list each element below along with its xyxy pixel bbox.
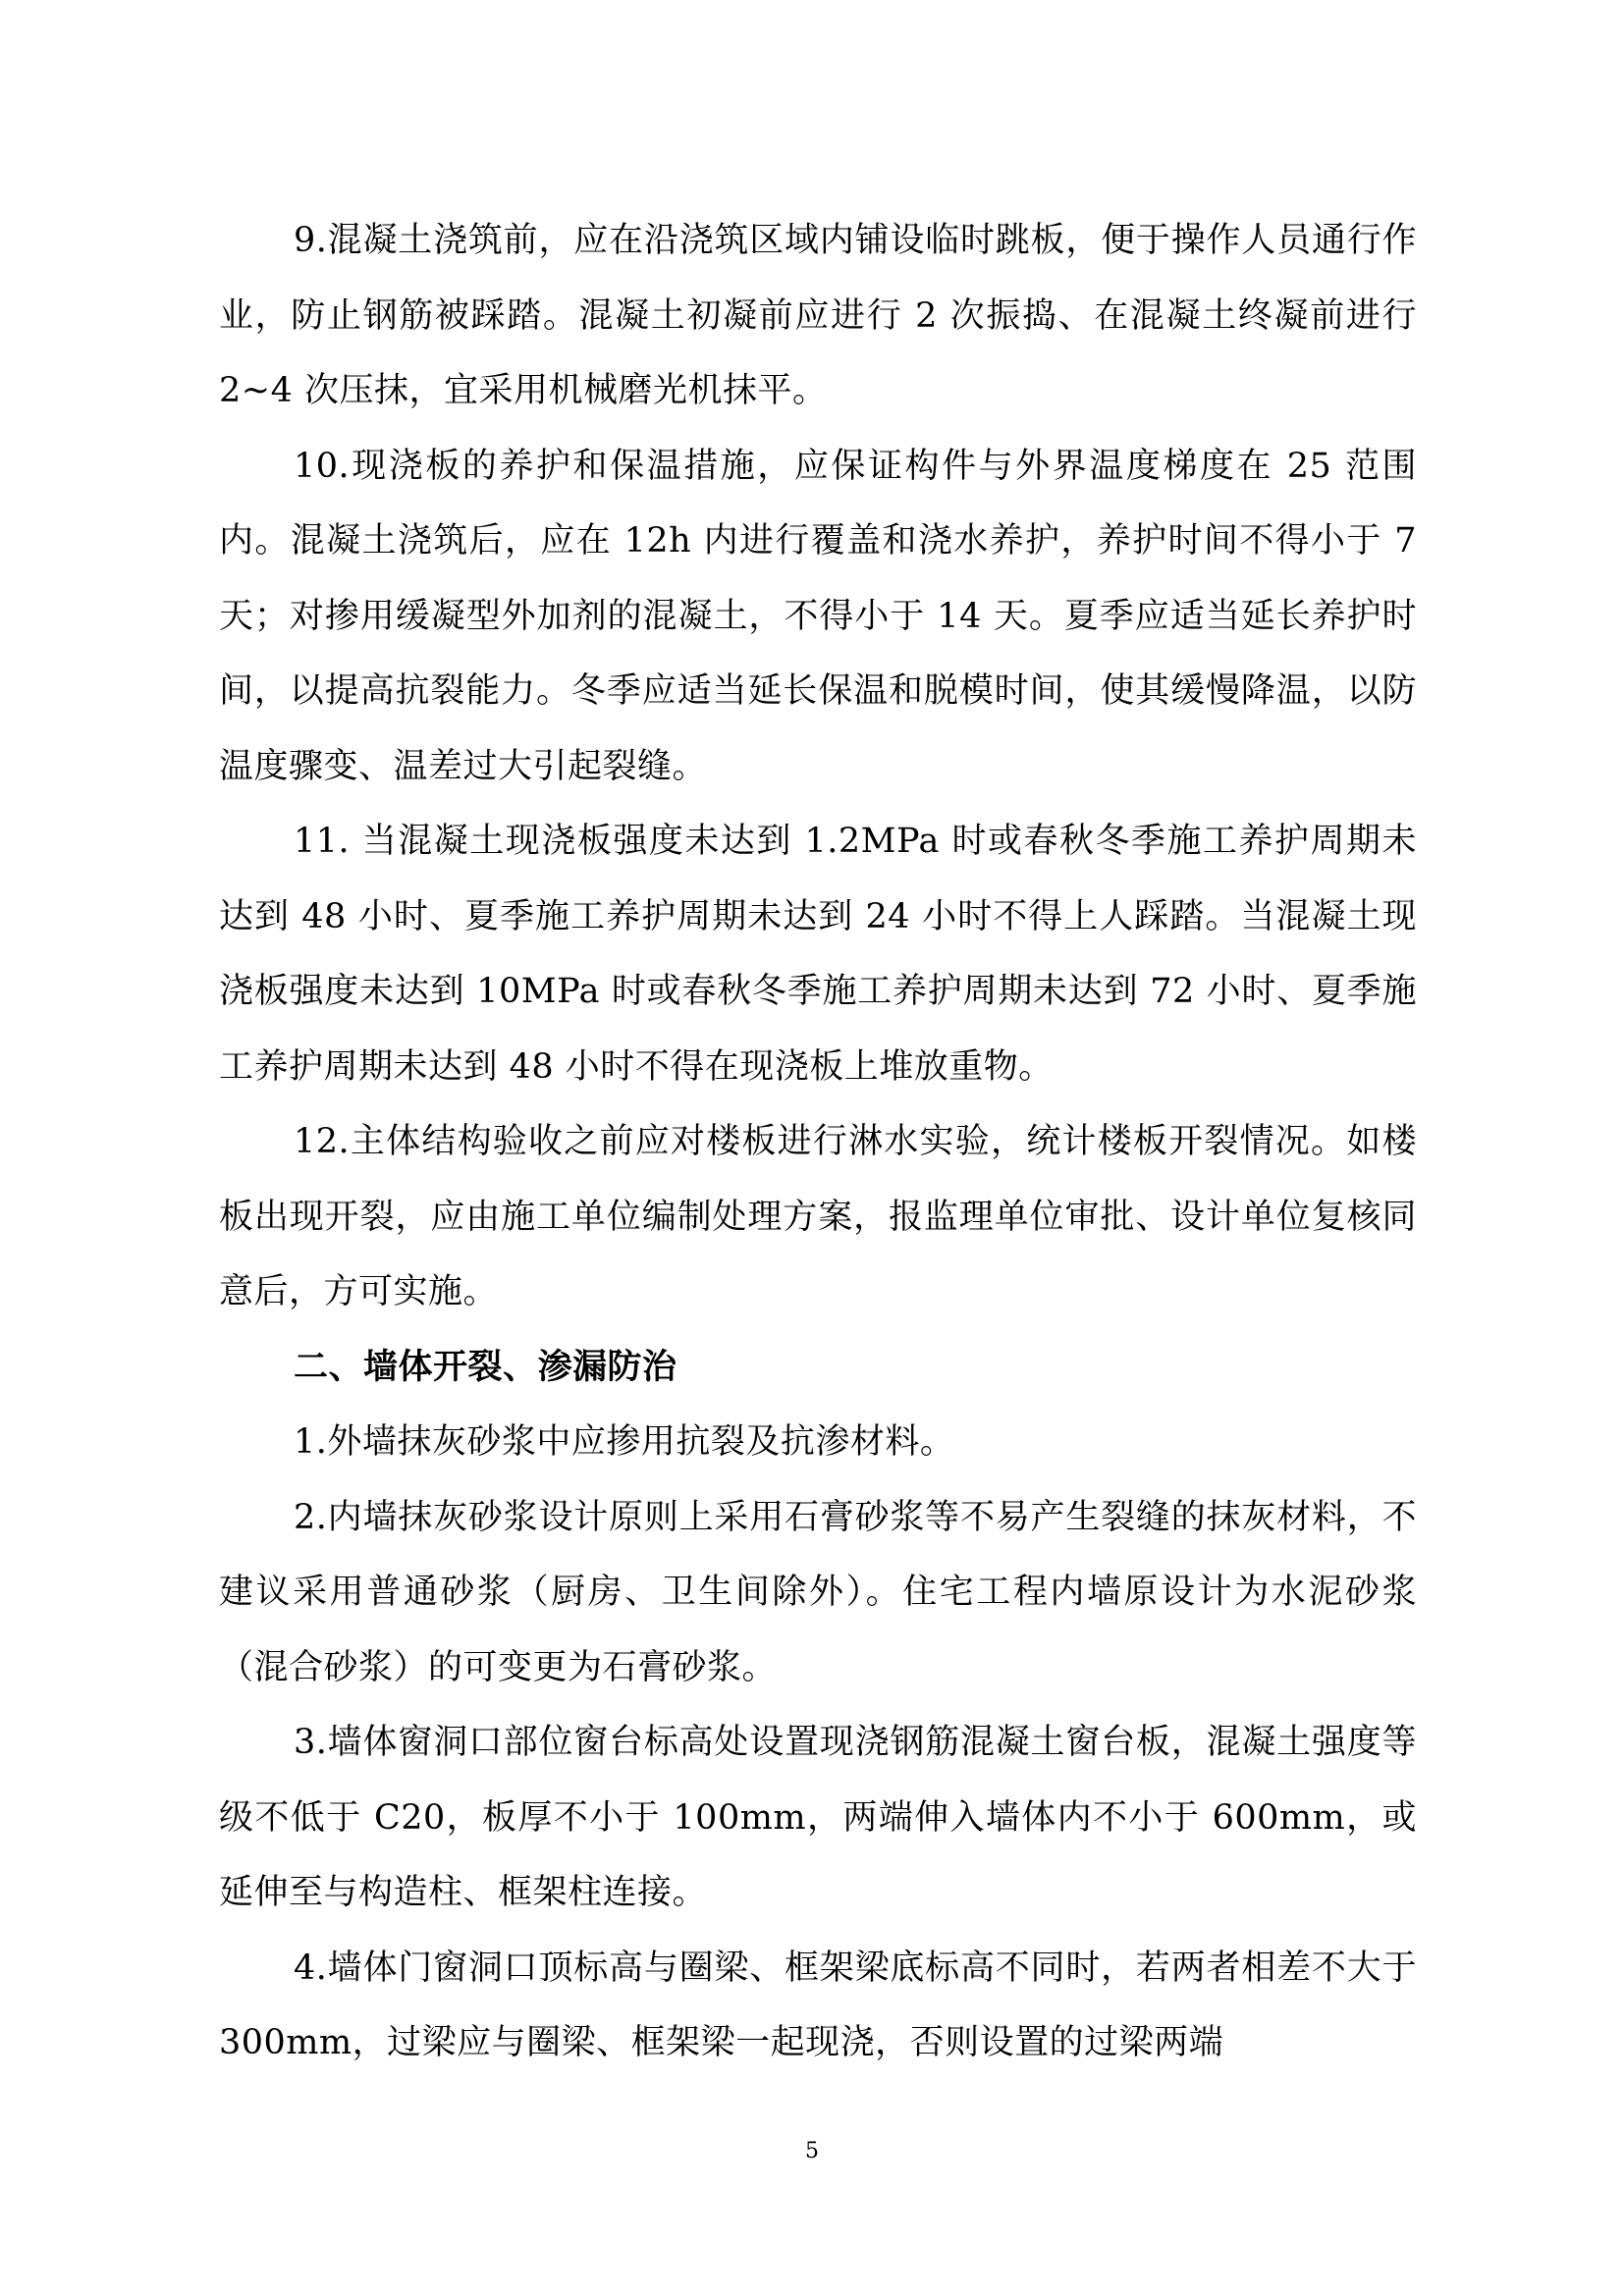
- page-body: [219, 203, 1417, 2081]
- paragraph-item-1: 1.外墙抹灰砂浆中应掺用抗裂及抗渗材料。: [294, 1422, 955, 1462]
- paragraph-item-10: 10.现浇板的养护和保温措施，应保证构件与外界温度梯度在 25 范围内。混凝土浇筑后，应在 12h 内进行覆盖和浇水养护，养护时间不得小于 7 天；对掺用缓凝型外加剂的混凝土，不得小于 14 天。夏季应适当延长养护时间，以提高抗裂能力。冬季应适当延长保温和脱模时间，使其缓慢降温，以防温度骤变、温差过大引起裂缝。: [219, 446, 1417, 786]
- paragraph-item-2: 2.内墙抹灰砂浆设计原则上采用石膏砂浆等不易产生裂缝的抹灰材料，不建议采用普通砂浆（厨房、卫生间除外）。住宅工程内墙原设计为水泥砂浆（混合砂浆）的可变更为石膏砂浆。: [219, 1497, 1417, 1687]
- paragraph-item-9: 9.混凝土浇筑前，应在沿浇筑区域内铺设临时跳板，便于操作人员通行作业，防止钢筋被踩踏。混凝土初凝前应进行 2 次振捣、在混凝土终凝前进行 2~4 次压抹，宜采用机械磨光机抹平。: [219, 221, 1417, 410]
- paragraph-item-4: 4.墙体门窗洞口顶标高与圈梁、框架梁底标高不同时，若两者相差不大于 300mm，过梁应与圈梁、框架梁一起现浇，否则设置的过梁两端: [219, 1948, 1417, 2062]
- paragraph-item-11: 11. 当混凝土现浇板强度未达到 1.2MPa 时或春秋冬季施工养护周期未达到 48 小时、夏季施工养护周期未达到 24 小时不得上人踩踏。当混凝土现浇板强度未达到 10MPa 时或春秋冬季施工养护周期未达到 72 小时、夏季施工养护周期未达到 48 小时不得在现浇板上堆放重物。: [219, 822, 1417, 1087]
- paragraph-item-12: 12.主体结构验收之前应对楼板进行淋水实验，统计楼板开裂情况。如楼板出现开裂，应由施工单位编制处理方案，报监理单位审批、设计单位复核同意后，方可实施。: [219, 1122, 1417, 1311]
- paragraph-item-3: 3.墙体窗洞口部位窗台标高处设置现浇钢筋混凝土窗台板，混凝土强度等级不低于 C20，板厚不小于 100mm，两端伸入墙体内不小于 600mm，或延伸至与构造柱、框架柱连接。: [219, 1723, 1417, 1912]
- section-heading-wall-cracking: 二、墙体开裂、渗漏防治: [294, 1347, 677, 1387]
- page-number: 5: [805, 2139, 819, 2163]
